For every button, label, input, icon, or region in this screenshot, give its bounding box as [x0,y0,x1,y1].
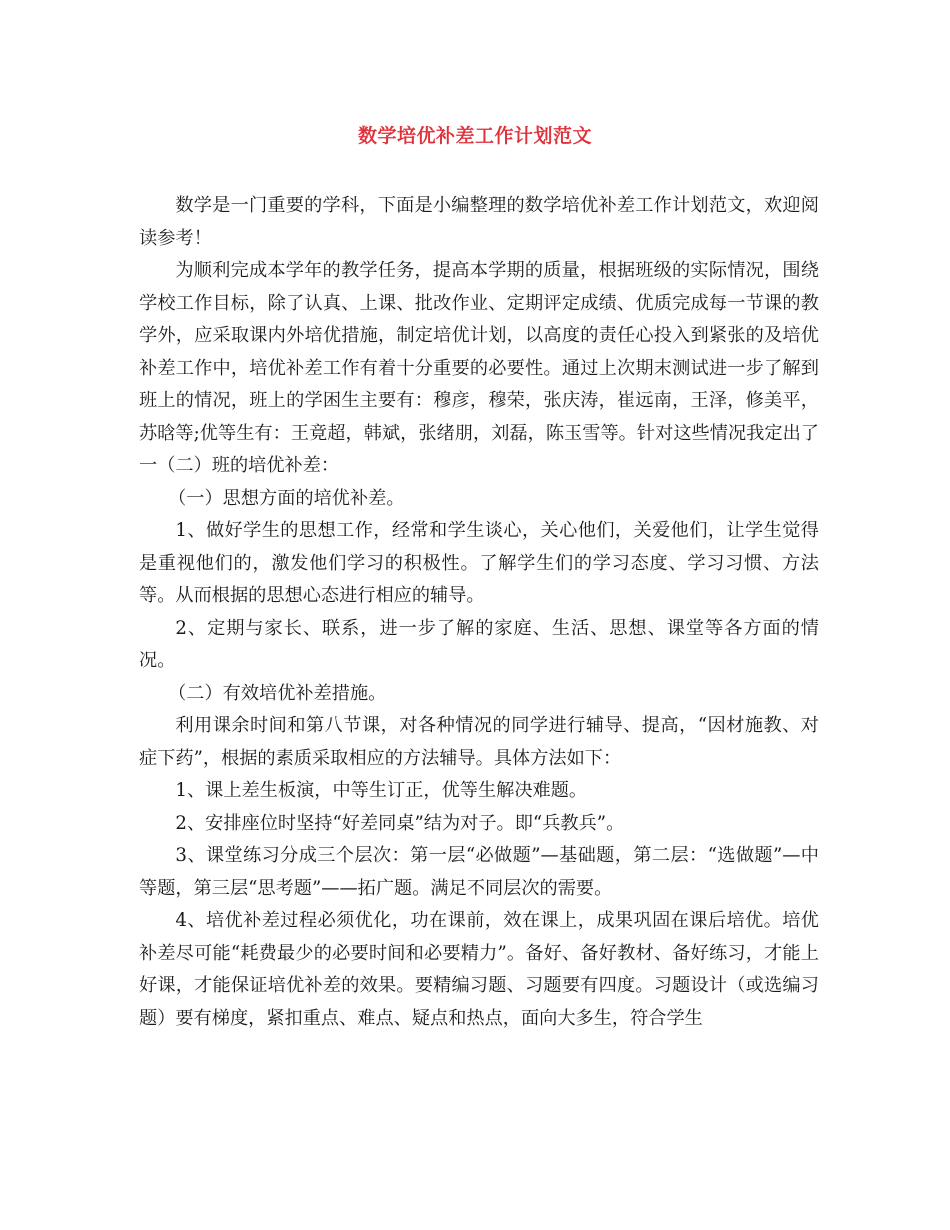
paragraph-measure-4: 4、培优补差过程必须优化，功在课前，效在课上，成果巩固在课后培优。培优补差尽可能“耗费最少的必要时间和必要精力”。备好、备好教材、备好练习，才能上好课，才能保证培优补差的效果。要精编习题、习题要有四度。习题设计（或选编习题）要有梯度，紧扣重点、难点、疑点和热点，面向大多生，符合学生 [139,910,819,1029]
paragraph-thought-2: 2、定期与家长、联系，进一步了解的家庭、生活、思想、课堂等各方面的情况。 [139,617,819,671]
paragraph-measure-3: 3、课堂练习分成三个层次：第一层“必做题”—基础题，第二层：“选做题”—中等题，第三层“思考题”——拓广题。满足不同层次的需要。 [139,845,819,899]
paragraph-measure-2: 2、安排座位时坚持“好差同桌”结为对子。即“兵教兵”。 [175,812,625,834]
paragraph-thought-1: 1、做好学生的思想工作，经常和学生谈心，关心他们，关爱他们，让学生觉得是重视他们的，激发他们学习的积极性。了解学生们的学习态度、学习习惯、方法等。从而根据的思想心态进行相应的辅导。 [139,520,819,606]
document-body [139,190,819,1035]
document-title: 数学培优补差工作计划范文 [357,125,592,147]
section-heading-measures: （二）有效培优补差措施。 [168,682,387,704]
section-heading-thought: （一）思想方面的培优补差。 [168,487,405,509]
paragraph-measures-intro: 利用课余时间和第八节课，对各种情况的同学进行辅导、提高，“因材施教、对症下药”，根据的素质采取相应的方法辅导。具体方法如下： [139,715,819,769]
paragraph-measure-1: 1、课上差生板演，中等生订正，优等生解决难题。 [175,780,588,801]
paragraph-background: 为顺利完成本学年的教学任务，提高本学期的质量，根据班级的实际情况，围绕学校工作目标，除了认真、上课、批改作业、定期评定成绩、优质完成每一节课的教学外，应采取课内外培优措施，制定培优计划，以高度的责任心投入到紧张的及培优补差工作中，培优补差工作有着十分重要的必要性。通过上次期末测试进一步了解到班上的情况，班上的学困生主要有：穆彦，穆荣，张庆涛，崔远南，王泽，修美平，苏晗等;优等生有：王竟超，韩斌，张绪朋，刘磊，陈玉雪等。针对这些情况我定出了一（二）班的培优补差： [139,260,819,476]
paragraph-intro: 数学是一门重要的学科，下面是小编整理的数学培优补差工作计划范文，欢迎阅读参考！ [139,195,819,249]
